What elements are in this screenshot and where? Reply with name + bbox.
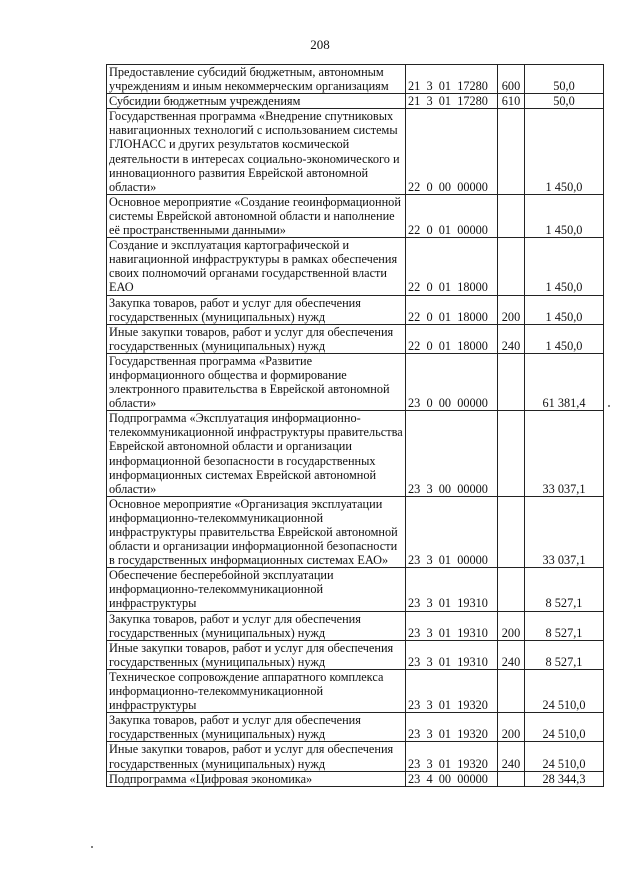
table-row <box>107 771 604 786</box>
table-row <box>107 65 604 94</box>
row-name-cell: Подпрограмма «Эксплуатация информационно-телекоммуникационной инфраструктуры правительства Еврейской автономной области и организации информационной безопасности в государственных информационных системах Еврейской автономной области» <box>107 411 406 497</box>
row-kvr-cell <box>498 109 525 195</box>
row-sum-cell: 1 450,0 <box>525 238 604 295</box>
row-name-cell: Закупка товаров, работ и услуг для обеспечения государственных (муниципальных) нужд <box>107 295 406 324</box>
table-row <box>107 742 604 771</box>
table-row <box>107 611 604 640</box>
row-sum-cell: 24 510,0 <box>525 669 604 712</box>
row-sum-cell: 1 450,0 <box>525 324 604 353</box>
scan-speck <box>608 405 610 407</box>
row-name-cell: Государственная программа «Внедрение спутниковых навигационных технологий с использованием системы ГЛОНАСС и других результатов космической деятельности в интересах социально-экономического и инновационного развития Еврейской автономной области» <box>107 109 406 195</box>
row-code-cell: 21 3 01 17280 <box>406 65 498 94</box>
row-name-cell: Основное мероприятие «Создание геоинформационной системы Еврейской автономной области и наполнение её пространственными данными» <box>107 194 406 237</box>
row-code-cell: 23 4 00 00000 <box>406 771 498 786</box>
page-number: 208 <box>310 37 330 52</box>
row-kvr-cell: 240 <box>498 640 525 669</box>
row-name-cell: Основное мероприятие «Организация эксплуатации информационно-телекоммуникационной инфраструктуры правительства Еврейской автономной области и организации информационной безопасности в государственных информационных системах ЕАО» <box>107 496 406 567</box>
row-sum-cell: 28 344,3 <box>525 771 604 786</box>
table-row <box>107 640 604 669</box>
table-row <box>107 568 604 611</box>
row-kvr-cell: 610 <box>498 94 525 109</box>
row-sum-cell: 61 381,4 <box>525 353 604 410</box>
table-row <box>107 109 604 195</box>
row-code-cell: 22 0 01 18000 <box>406 324 498 353</box>
row-sum-cell: 50,0 <box>525 65 604 94</box>
row-sum-cell: 33 037,1 <box>525 411 604 497</box>
row-kvr-cell <box>498 353 525 410</box>
row-code-cell: 23 3 01 19320 <box>406 669 498 712</box>
row-name-cell: Создание и эксплуатация картографической и навигационной инфраструктуры в рамках обеспечения своих полномочий органами государственной власти ЕАО <box>107 238 406 295</box>
row-name-cell: Техническое сопровождение аппаратного комплекса информационно-телекоммуникационной инфраструктуры <box>107 669 406 712</box>
table-row <box>107 411 604 497</box>
row-sum-cell: 1 450,0 <box>525 109 604 195</box>
row-name-cell: Государственная программа «Развитие информационного общества и формирование электронного правительства в Еврейской автономной области» <box>107 353 406 410</box>
row-name-cell: Иные закупки товаров, работ и услуг для обеспечения государственных (муниципальных) нужд <box>107 742 406 771</box>
row-code-cell: 22 0 01 18000 <box>406 238 498 295</box>
table-row <box>107 496 604 567</box>
budget-table <box>106 64 604 787</box>
row-name-cell: Закупка товаров, работ и услуг для обеспечения государственных (муниципальных) нужд <box>107 713 406 742</box>
row-code-cell: 23 0 00 00000 <box>406 353 498 410</box>
row-code-cell: 23 3 01 19320 <box>406 713 498 742</box>
row-name-cell: Обеспечение бесперебойной эксплуатации информационно-телекоммуникационной инфраструктуры <box>107 568 406 611</box>
row-sum-cell: 8 527,1 <box>525 611 604 640</box>
row-kvr-cell <box>498 194 525 237</box>
table-row <box>107 353 604 410</box>
row-sum-cell: 33 037,1 <box>525 496 604 567</box>
row-code-cell: 23 3 00 00000 <box>406 411 498 497</box>
row-code-cell: 23 3 01 19320 <box>406 742 498 771</box>
row-sum-cell: 1 450,0 <box>525 295 604 324</box>
row-name-cell: Иные закупки товаров, работ и услуг для обеспечения государственных (муниципальных) нужд <box>107 640 406 669</box>
row-kvr-cell <box>498 238 525 295</box>
table-row <box>107 669 604 712</box>
row-code-cell: 22 0 00 00000 <box>406 109 498 195</box>
row-name-cell: Закупка товаров, работ и услуг для обеспечения государственных (муниципальных) нужд <box>107 611 406 640</box>
table-row <box>107 713 604 742</box>
row-sum-cell: 8 527,1 <box>525 568 604 611</box>
table-row <box>107 94 604 109</box>
row-name-cell: Предоставление субсидий бюджетным, автономным учреждениям и иным некоммерческим организациям <box>107 65 406 94</box>
row-sum-cell: 50,0 <box>525 94 604 109</box>
budget-table-body <box>107 65 604 787</box>
row-kvr-cell: 200 <box>498 611 525 640</box>
row-name-cell: Подпрограмма «Цифровая экономика» <box>107 771 406 786</box>
table-row <box>107 194 604 237</box>
row-code-cell: 23 3 01 19310 <box>406 611 498 640</box>
row-kvr-cell <box>498 771 525 786</box>
row-kvr-cell <box>498 496 525 567</box>
row-kvr-cell: 600 <box>498 65 525 94</box>
table-row <box>107 324 604 353</box>
scan-speck <box>91 846 93 848</box>
row-sum-cell: 1 450,0 <box>525 194 604 237</box>
row-code-cell: 23 3 01 00000 <box>406 496 498 567</box>
row-code-cell: 23 3 01 19310 <box>406 640 498 669</box>
row-sum-cell: 8 527,1 <box>525 640 604 669</box>
row-kvr-cell <box>498 411 525 497</box>
row-name-cell: Субсидии бюджетным учреждениям <box>107 94 406 109</box>
table-row <box>107 295 604 324</box>
row-code-cell: 22 0 01 00000 <box>406 194 498 237</box>
table-row <box>107 238 604 295</box>
row-kvr-cell: 200 <box>498 295 525 324</box>
row-kvr-cell: 240 <box>498 742 525 771</box>
row-kvr-cell <box>498 568 525 611</box>
row-sum-cell: 24 510,0 <box>525 742 604 771</box>
row-kvr-cell: 240 <box>498 324 525 353</box>
row-kvr-cell: 200 <box>498 713 525 742</box>
row-code-cell: 22 0 01 18000 <box>406 295 498 324</box>
row-code-cell: 21 3 01 17280 <box>406 94 498 109</box>
row-sum-cell: 24 510,0 <box>525 713 604 742</box>
row-code-cell: 23 3 01 19310 <box>406 568 498 611</box>
row-name-cell: Иные закупки товаров, работ и услуг для обеспечения государственных (муниципальных) нужд <box>107 324 406 353</box>
row-kvr-cell <box>498 669 525 712</box>
